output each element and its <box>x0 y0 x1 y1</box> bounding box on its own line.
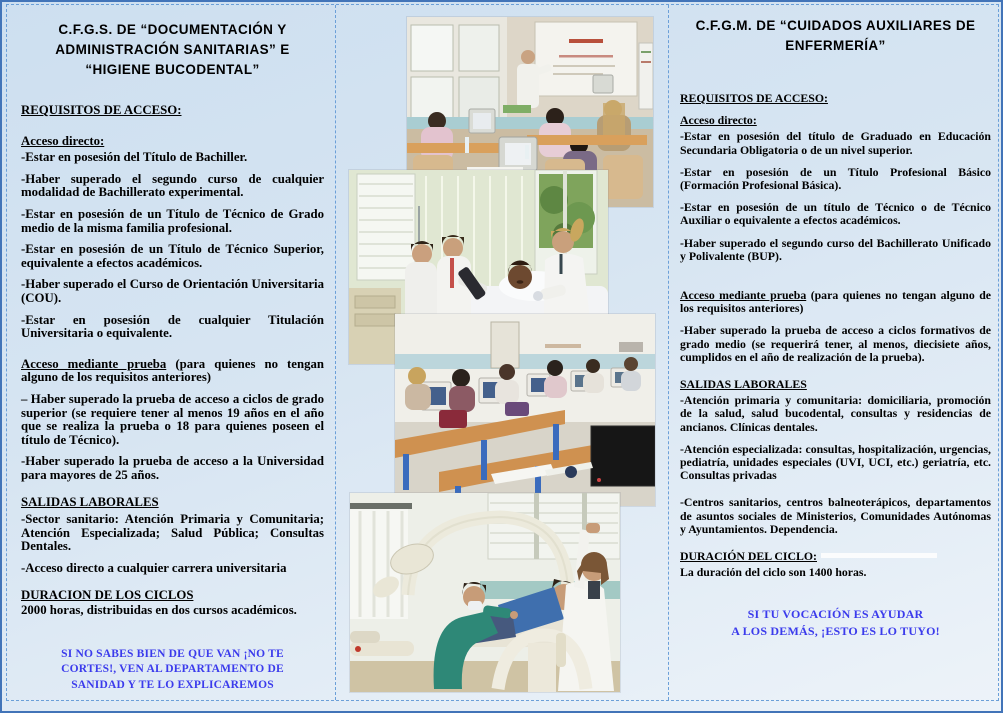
right-salidas-item: -Atención primaria y comunitaria: domiciliaria, promoción de la salud, salud bucodental, consultas y residencias de ancianos. Clínicas dentales. <box>680 393 991 434</box>
right-acceso-prueba-heading-label: Acceso mediante prueba <box>680 288 807 303</box>
left-salidas-item: -Sector sanitario: Atención Primaria y Comunitaria; Atención Especializada; Salud Pública; Consultas Dentales. <box>21 512 324 554</box>
left-requisitos-heading: REQUISITOS DE ACCESO: <box>21 103 182 117</box>
right-footer-line: A LOS DEMÁS, ¡ESTO ES LO TUYO! <box>731 623 940 638</box>
right-salidas-item: -Centros sanitarios, centros balneoterápicos, departamentos de asuntos sociales de Ministerios, Comunidades Autónomas y Ayuntamientos. Dependencia. <box>680 495 991 536</box>
left-duracion-text: 2000 horas, distribuidas en dos cursos académicos. <box>21 603 297 618</box>
right-panel-body <box>680 92 991 579</box>
right-acceso-prueba-item: -Haber superado la prueba de acceso a ciclos formativos de grado medio (se requerirá tener, al menos, diecisiete años, cumplidos en el año de realización de la prueba). <box>680 323 991 364</box>
left-acceso-directo-item: -Haber superado el Curso de Orientación Universitaria (COU). <box>21 277 324 305</box>
left-salidas-item: -Acceso directo a cualquier carrera universitaria <box>21 560 287 575</box>
left-duracion-heading: DURACION DE LOS CICLOS <box>21 588 194 603</box>
right-panel-title: C.F.G.M. DE “CUIDADOS AUXILIARES DE ENFERMERÍA” <box>695 18 976 53</box>
right-acceso-prueba-note: (para quienes no tengan alguno de los requisitos anteriores) <box>680 288 991 316</box>
left-acceso-prueba-item: -Haber superado la prueba de acceso a la Universidad para mayores de 25 años. <box>21 454 324 482</box>
right-acceso-directo-item: -Estar en posesión de un Título Profesional Básico (Formación Profesional Básica). <box>680 164 991 193</box>
right-acceso-prueba-heading <box>680 289 991 315</box>
right-footer-message <box>701 606 971 639</box>
left-acceso-prueba-heading-label: Acceso mediante prueba <box>21 356 167 371</box>
left-acceso-directo-item: -Estar en posesión de un Título de Técnico Superior, equivalente a efectos académicos. <box>21 242 324 270</box>
left-acceso-prueba-item: – Haber superado la prueba de acceso a ciclos de grado superior (se requiere tener al menos 19 años en el año que se realiza la prueba o 18 para quienes poseen el título de Técnico). <box>21 391 324 447</box>
right-duracion-text: La duración del ciclo son 1400 horas. <box>680 565 867 580</box>
left-acceso-prueba-note: (para quienes no tengan alguno de los requisitos anteriores) <box>21 356 324 385</box>
right-acceso-directo-item: -Estar en posesión de un título de Técnico o de Técnico Auxiliar o equivalente a efectos académicos. <box>680 200 991 228</box>
right-footer-line: SI TU VOCACIÓN ES AYUDAR <box>747 607 924 622</box>
left-acceso-prueba-heading <box>21 358 324 385</box>
left-acceso-directo-item: -Estar en posesión de cualquier Titulación Universitaria o equivalente. <box>21 312 324 341</box>
right-panel <box>670 2 1000 639</box>
right-salidas-item: -Atención especializada: consultas, hospitalización, urgencias, pediatría, unidades especiales (UVI, UCI, etc.) geriatría, etc. Consultas privadas <box>680 441 991 483</box>
left-panel <box>8 2 335 693</box>
column-divider-left <box>335 5 336 700</box>
left-acceso-directo-item: -Estar en posesión del Título de Bachiller. <box>21 150 248 165</box>
right-salidas-heading: SALIDAS LABORALES <box>680 377 807 392</box>
left-panel-title: C.F.G.S. DE “DOCUMENTACIÓN Y ADMINISTRACIÓN SANITARIAS” E “HIGIENE BUCODENTAL” <box>55 22 290 77</box>
left-footer-line: CORTES!, VEN AL DEPARTAMENTO DE <box>61 663 284 676</box>
left-acceso-directo-item: -Estar en posesión de un Título de Técnico de Grado medio de la misma familia profesional. <box>21 206 324 235</box>
left-salidas-heading: SALIDAS LABORALES <box>21 495 159 510</box>
left-footer-line: SI NO SABES BIEN DE QUE VAN ¡NO TE <box>61 647 284 660</box>
computer-classroom-photo <box>395 314 655 506</box>
left-footer-message <box>45 647 301 694</box>
right-acceso-directo-heading: Acceso directo: <box>680 113 757 128</box>
white-highlight-bar <box>821 553 937 558</box>
right-acceso-directo-item: -Haber superado el segundo curso del Bachillerato Unificado y Polivalente (BUP). <box>680 235 991 263</box>
column-divider-right <box>668 5 669 700</box>
dental-clinic-photo <box>350 493 620 692</box>
left-footer-line: SANIDAD Y TE LO EXPLICAREMOS <box>71 678 274 691</box>
right-duracion-heading: DURACIÓN DEL CICLO: <box>680 549 817 564</box>
right-acceso-directo-item: -Estar en posesión del título de Graduado en Educación Secundaria Obligatoria o de un nivel superior. <box>680 129 991 157</box>
left-acceso-directo-item: -Haber superado el segundo curso de cualquier modalidad de Bachillerato experimental. <box>21 171 324 200</box>
left-acceso-directo-heading: Acceso directo: <box>21 133 105 148</box>
left-panel-body <box>21 104 324 618</box>
right-requisitos-heading: REQUISITOS DE ACCESO: <box>680 91 828 105</box>
right-duracion-heading-row <box>680 550 991 563</box>
